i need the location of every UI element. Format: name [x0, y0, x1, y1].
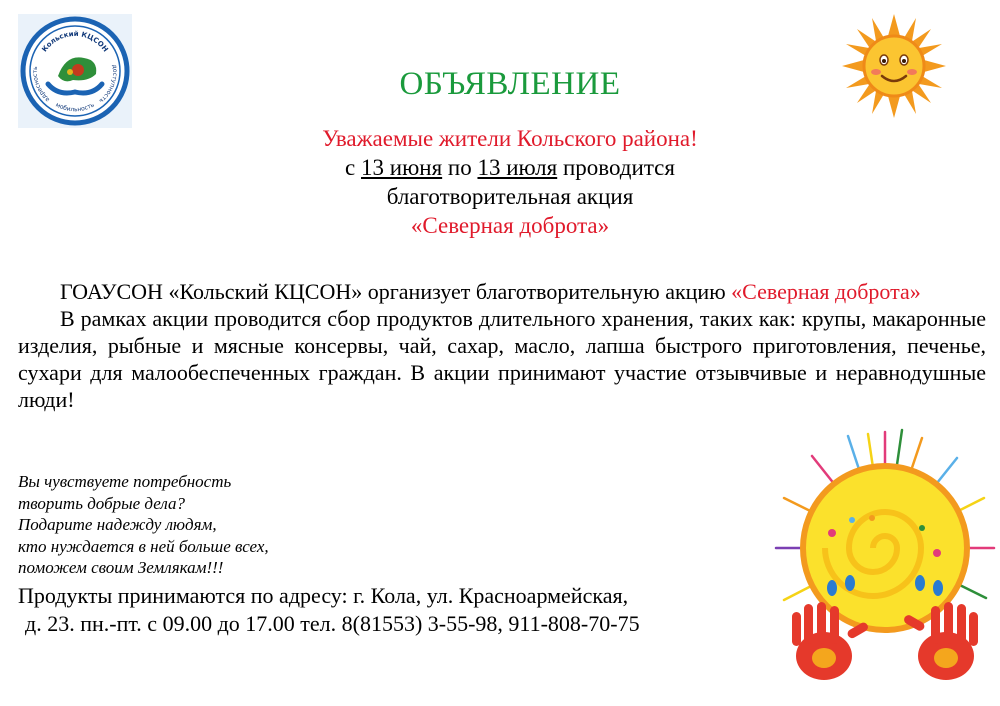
paragraph-organizer: ГОАУСОН «Кольский КЦСОН» организует благотворительную акцию «Северная доброта» — [60, 279, 921, 304]
address-line: Продукты принимаются по адресу: г. Кола, ул. Красноармейская, — [18, 583, 629, 608]
poem — [18, 471, 418, 579]
start-date: 13 июня — [361, 155, 443, 180]
poem-line: творить добрые дела? — [18, 493, 185, 513]
svg-text:адресность: адресность — [31, 66, 52, 104]
svg-text:мобильность: мобильность — [54, 101, 96, 114]
dates-line: с 13 июня по 13 июля проводится — [345, 155, 675, 180]
svg-text:Кольский КЦСОН: Кольский КЦСОН — [40, 29, 110, 54]
action-name: «Северная доброта» — [410, 213, 610, 238]
header-block — [0, 124, 1000, 240]
greeting: Уважаемые жители Кольского района! — [322, 126, 698, 151]
end-date: 13 июля — [477, 155, 558, 180]
action-name-inline: «Северная доброта» — [731, 279, 921, 304]
poem-line: поможем своим Землякам!!! — [18, 558, 224, 577]
announcement-title: ОБЪЯВЛЕНИЕ — [399, 66, 621, 102]
action-line: благотворительная акция — [386, 184, 634, 209]
poem-line: Вы чувствуете потребность — [18, 472, 232, 491]
sun-handprints-illustration — [772, 428, 998, 692]
paragraph-details: В рамках акции проводится сбор продуктов длительного хранения, таких как: крупы, макаронные изделия, рыбные и мясные консервы, чай, сахар, масло, лапша быстрого приготовления, печенье, сухари для малообеспеченных граждан. В акции принимают участие отзывчивые и неравнодушные люди! — [18, 306, 986, 412]
hours-phone-line: д. 23. пн.-пт. с 09.00 до 17.00 тел. 8(81553) 3-55-98, 911-808-70-75 — [25, 611, 640, 636]
announcement-body — [18, 278, 986, 413]
svg-text:доступность: доступность — [97, 64, 119, 105]
poem-line: кто нуждается в ней больше всех, — [18, 536, 269, 556]
drop-off-address — [18, 582, 778, 638]
poem-line: Подарите надежду людям, — [18, 515, 217, 534]
